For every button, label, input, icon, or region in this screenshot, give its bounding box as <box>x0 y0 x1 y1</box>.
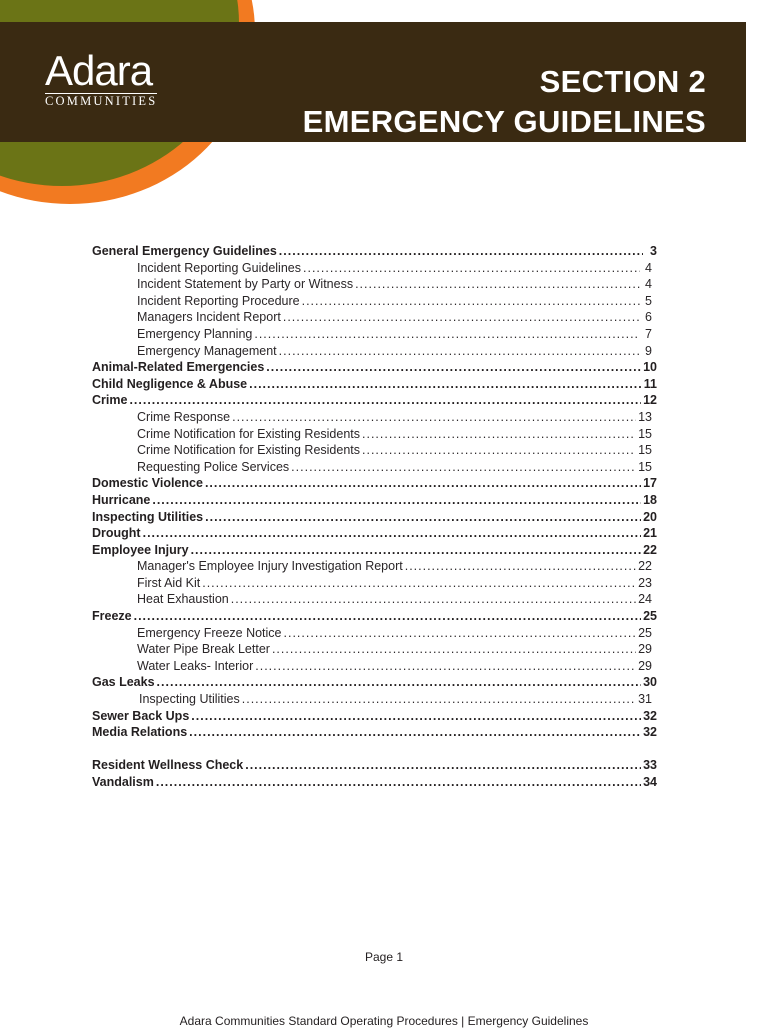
page-title <box>303 62 706 142</box>
toc-entry-label: Heat Exhaustion <box>137 592 229 607</box>
toc-entry[interactable] <box>92 708 657 725</box>
toc-subentry[interactable] <box>92 343 657 360</box>
toc-entry-label: Manager's Employee Injury Investigation Report <box>137 559 403 574</box>
toc-entry-page: 32 <box>643 725 657 740</box>
toc-entry-page: 21 <box>643 526 657 541</box>
toc-leader-dots <box>205 509 641 526</box>
toc-leader-dots <box>245 757 641 774</box>
toc-entry-label: First Aid Kit <box>137 575 201 590</box>
toc-entry-label: Drought <box>92 526 141 541</box>
toc-leader-dots <box>255 658 636 675</box>
toc-subentry[interactable] <box>92 558 657 575</box>
toc-entry-label: Emergency Management <box>137 343 277 358</box>
toc-entry[interactable] <box>92 492 657 509</box>
toc-entry-page: 25 <box>643 609 657 624</box>
toc-subentry[interactable] <box>92 426 657 443</box>
toc-subentry[interactable] <box>92 326 657 343</box>
toc-entry-page: 29 <box>638 642 652 657</box>
toc-leader-dots <box>191 708 641 725</box>
toc-entry-page: 34 <box>643 775 657 789</box>
toc-entry-label: Domestic Violence <box>92 476 203 491</box>
toc-leader-dots <box>242 691 636 708</box>
toc-entry-label: Incident Reporting Procedure <box>137 293 300 308</box>
toc-entry[interactable] <box>92 243 657 260</box>
toc-leader-dots <box>189 724 641 741</box>
toc-leader-dots <box>302 293 640 310</box>
toc-entry-label: Water Pipe Break Letter <box>137 642 270 657</box>
toc-entry-label: Child Negligence & Abuse <box>92 376 248 391</box>
toc-subentry[interactable] <box>92 309 657 326</box>
toc-subentry[interactable] <box>92 260 657 277</box>
toc-leader-dots <box>231 591 636 608</box>
toc-entry-page: 6 <box>645 310 652 325</box>
toc-entry-page: 9 <box>645 343 652 358</box>
toc-leader-dots <box>283 309 640 326</box>
toc-entry-page: 22 <box>643 542 657 557</box>
toc-entry-label: Crime Notification for Existing Residents <box>137 426 360 441</box>
toc-subentry[interactable] <box>92 276 657 293</box>
toc-entry-page: 15 <box>638 443 652 458</box>
toc-entry-label: Managers Incident Report <box>137 310 281 325</box>
toc-entry-page: 22 <box>638 559 652 574</box>
toc-entry-page: 11 <box>643 376 657 391</box>
toc-leader-dots <box>254 326 640 343</box>
logo-wordmark: Adara <box>45 47 153 94</box>
toc-leader-dots <box>152 492 641 509</box>
toc-entry-label: Incident Reporting Guidelines <box>137 260 301 275</box>
toc-entry[interactable] <box>92 757 657 774</box>
toc-subentry[interactable] <box>92 409 657 426</box>
toc-entry[interactable] <box>92 674 657 691</box>
toc-subentry[interactable] <box>92 293 657 310</box>
toc-entry-label: Crime Response <box>137 409 231 424</box>
toc-subentry[interactable] <box>92 641 657 658</box>
toc-entry[interactable] <box>92 542 657 559</box>
toc-leader-dots <box>405 558 636 575</box>
toc-leader-dots <box>156 774 641 791</box>
toc-entry-page: 10 <box>643 360 657 375</box>
toc-subentry[interactable] <box>92 625 657 642</box>
toc-entry-page: 13 <box>638 409 652 424</box>
toc-entry-label: Inspecting Utilities <box>139 692 240 707</box>
toc-entry[interactable] <box>92 376 657 393</box>
toc-entry-label: Sewer Back Ups <box>92 708 190 723</box>
toc-entry-page: 5 <box>645 293 652 308</box>
toc-entry-page: 33 <box>643 758 657 773</box>
toc-leader-dots <box>355 276 640 293</box>
toc-leader-dots <box>202 575 636 592</box>
logo-subtitle: COMMUNITIES <box>45 94 158 108</box>
toc-entry-label: General Emergency Guidelines <box>92 244 277 258</box>
toc-leader-dots <box>134 608 641 625</box>
toc-entry-page: 15 <box>638 426 652 441</box>
toc-leader-dots <box>232 409 636 426</box>
toc-entry-page: 3 <box>650 244 657 258</box>
toc-subentry[interactable] <box>92 575 657 592</box>
toc-leader-dots <box>143 525 641 542</box>
toc-leader-dots <box>129 392 641 409</box>
toc-leader-dots <box>266 359 641 376</box>
toc-subentry[interactable] <box>92 591 657 608</box>
toc-entry-label: Hurricane <box>92 492 151 507</box>
company-logo <box>45 47 185 110</box>
toc-leader-dots <box>272 641 636 658</box>
toc-leader-dots <box>284 625 637 642</box>
toc-entry-label: Crime Notification for Existing Residents <box>137 443 360 458</box>
toc-entry-label: Crime <box>92 393 128 408</box>
toc-subentry[interactable] <box>92 658 657 675</box>
toc-leader-dots <box>279 343 640 360</box>
toc-entry[interactable] <box>92 774 657 791</box>
toc-entry-page: 30 <box>643 675 657 690</box>
toc-entry-page: 15 <box>638 459 652 474</box>
toc-entry-label: Employee Injury <box>92 542 189 557</box>
page-footer: Adara Communities Standard Operating Procedures | Emergency Guidelines <box>179 1014 589 1028</box>
toc-entry-label: Vandalism <box>92 775 154 789</box>
section-title: EMERGENCY GUIDELINES <box>302 104 706 139</box>
toc-entry-page: 4 <box>645 260 652 275</box>
toc-entry-page: 12 <box>643 393 657 408</box>
toc-entry-label: Media Relations <box>92 725 188 740</box>
toc-entry-label: Incident Statement by Party or Witness <box>137 277 354 292</box>
toc-entry-page: 23 <box>638 575 652 590</box>
toc-leader-dots <box>249 376 642 393</box>
toc-entry-page: 32 <box>643 708 657 723</box>
toc-entry-page: 24 <box>638 592 652 607</box>
toc-entry-page: 29 <box>638 658 652 673</box>
toc-entry-label: Animal-Related Emergencies <box>92 360 265 375</box>
toc-entry-label: Resident Wellness Check <box>92 758 244 773</box>
toc-entry[interactable] <box>92 509 657 526</box>
toc-subentry[interactable] <box>92 442 657 459</box>
toc-entry-page: 7 <box>645 326 652 341</box>
toc-leader-dots <box>362 442 636 459</box>
toc-entry-page: 31 <box>638 692 652 707</box>
toc-entry[interactable] <box>92 475 657 492</box>
toc-leader-dots <box>157 674 642 691</box>
toc-entry-label: Freeze <box>92 609 132 624</box>
toc-subentry[interactable] <box>92 459 657 476</box>
toc-leader-dots <box>279 243 643 260</box>
toc-entry-label: Gas Leaks <box>92 675 155 690</box>
toc-entry-label: Requesting Police Services <box>137 459 290 474</box>
toc-entry-page: 17 <box>643 476 657 491</box>
toc-entry[interactable] <box>92 724 657 741</box>
toc-entry-label: Inspecting Utilities <box>92 509 204 524</box>
toc-entry-label: Emergency Freeze Notice <box>137 625 282 640</box>
toc-entry-page: 18 <box>643 492 657 507</box>
toc-leader-dots <box>191 542 642 559</box>
table-of-contents <box>92 243 657 791</box>
toc-entry-label: Water Leaks- Interior <box>137 658 254 673</box>
toc-leader-dots <box>205 475 641 492</box>
toc-leader-dots <box>303 260 640 277</box>
toc-entry[interactable] <box>92 392 657 409</box>
toc-entry-page: 4 <box>645 277 652 292</box>
toc-entry-label: Emergency Planning <box>137 326 253 341</box>
toc-entry-page: 20 <box>643 509 657 524</box>
page-number: Page 1 <box>364 950 404 964</box>
toc-entry[interactable] <box>92 359 657 376</box>
toc-subentry[interactable] <box>92 691 657 708</box>
toc-entry[interactable] <box>92 608 657 625</box>
toc-entry-page: 25 <box>638 625 652 640</box>
toc-leader-dots <box>291 459 636 476</box>
toc-entry[interactable] <box>92 525 657 542</box>
toc-leader-dots <box>362 426 636 443</box>
section-number: SECTION 2 <box>539 64 706 99</box>
